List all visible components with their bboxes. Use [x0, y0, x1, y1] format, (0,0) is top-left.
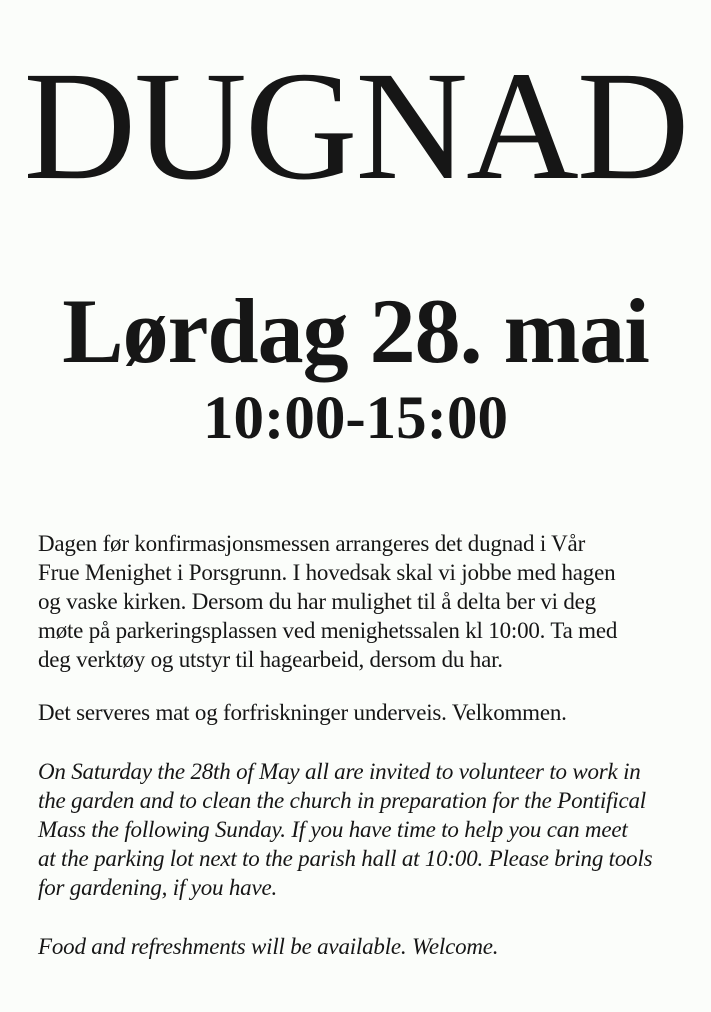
paragraph-english-refreshments: Food and refreshments will be available. Welcome.	[38, 934, 499, 959]
paragraph-norwegian-refreshments: Det serveres mat og forfriskninger underveis. Velkommen.	[38, 700, 567, 725]
time-heading: 10:00-15:00	[203, 385, 508, 452]
paragraph-english-info: On Saturday the 28th of May all are invited to volunteer to work in the garden and to clean the church in preparation for the Pontifical Mass the following Sunday. If you have time to help you can meet at the parking lot next to the parish hall at 10:00. Please bring tools for gardening, if you have.	[38, 759, 653, 900]
paragraph-norwegian-info: Dagen før konfirmasjonsmessen arrangeres det dugnad i Vår Frue Menighet i Porsgrunn. I hovedsak skal vi jobbe med hagen og vaske kirken. Dersom du har mulighet til å delta ber vi deg møte på parkeringsplassen ved menighetssalen kl 10:00. Ta med deg verktøy og utstyr til hagearbeid, dersom du har.	[38, 531, 618, 672]
poster-title: DUGNAD	[23, 39, 688, 212]
date-heading: Lørdag 28. mai	[62, 280, 649, 382]
